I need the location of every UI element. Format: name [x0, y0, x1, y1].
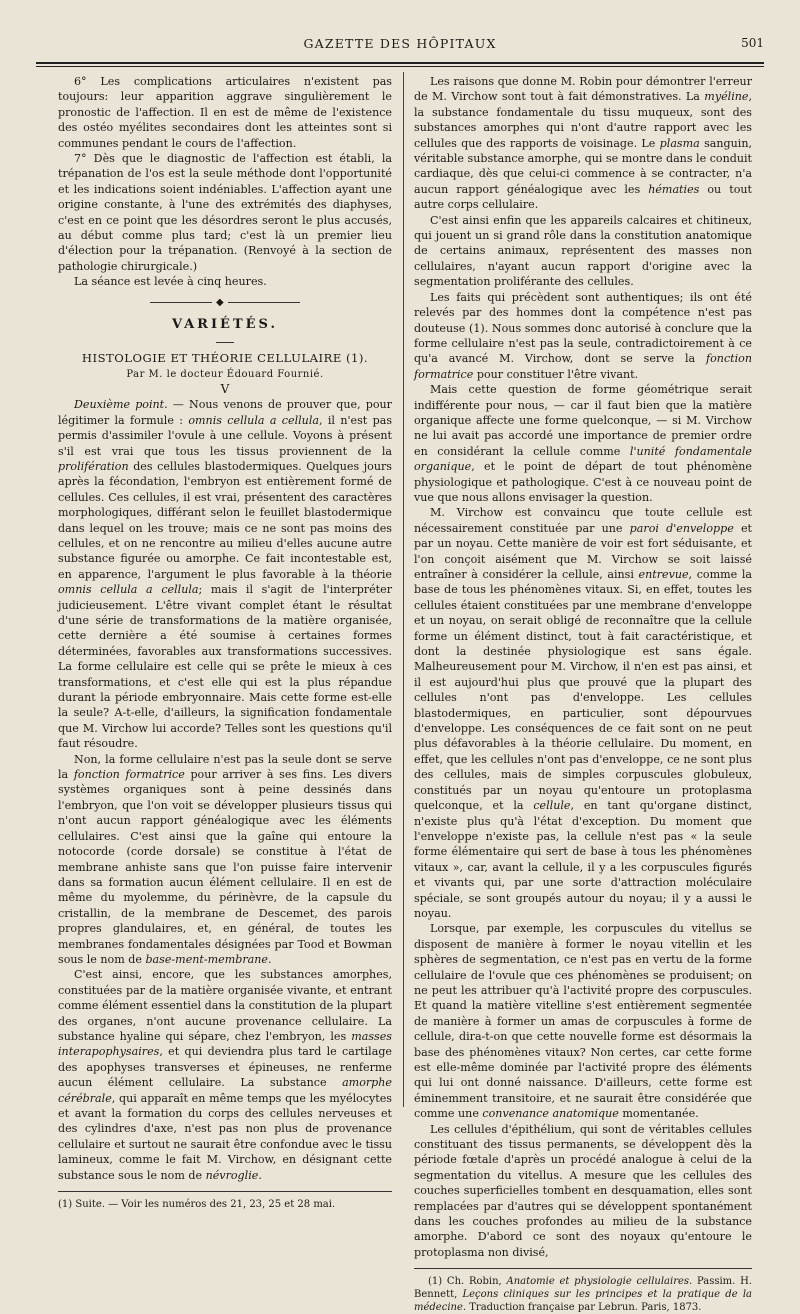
- footnote: [414, 1275, 752, 1314]
- chapter-number: V: [220, 381, 230, 396]
- italic-text: fonction formatrice: [414, 352, 752, 381]
- text-run: , et le point de départ de tout phénomène physiologique et pathologique. C'est à ce nouveau point de vue que nous allons envisager la question.: [414, 460, 752, 504]
- italic-text: névroglie: [205, 1168, 259, 1182]
- column-separator: [403, 72, 404, 1107]
- italic-text: plasma: [659, 136, 700, 150]
- footnote: (1) Suite. — Voir les numéros des 21, 23, 25 et 28 mai.: [58, 1199, 336, 1211]
- text-run: (1) Ch. Robin,: [428, 1276, 507, 1288]
- paragraph: [58, 967, 392, 1183]
- header-rule: [36, 62, 764, 64]
- text-run: — Nous venons de prouver que, pour légitimer la formule :: [58, 398, 392, 427]
- paragraph: 7° Dès que le diagnostic de l'affection est établi, la trépanation de l'os est la seule méthode dont l'opportunité et les indications soient indéniables. L'affection ayant une origine constante, à l'une des extrémités des diaphyses, c'est en ce point que les désordres seront le plus accusés, au début comme plus tard; c'est là un premier lieu d'élection pour la trépanation. (Renvoyé à la section de pathologie chirurgicale.): [58, 152, 392, 273]
- paragraph: La séance est levée à cinq heures.: [74, 275, 267, 289]
- text-run: , comme la base de tous les phénomènes vitaux. Si, en effet, toutes les cellules étaient constituées par une membrane d'enveloppe et un noyau, on serait obligé de reconnaître que la cellule forme un élément distinct, tout à fait caractéristique, et dont la destinée physiologique est sans égale. Malheureusement pour M. Virchow, il n'en est pas ainsi, et il est aujourd'hui plus que prouvé que la plupart des cellules n'ont pas d'enveloppe. Les cellules blastodermiques, en particulier, sont dépourvues d'enveloppe. Les conséquences de ce fait sont on ne peut plus défavorables à la théorie cellulaire. Du moment, en effet, que les cellules n'ont pas d'enveloppe, ce ne sont plus des cellules, mais de simples corpuscules globuleux, constitués par un noyau qu'entoure un protoplasma quelconque, et la: [414, 568, 752, 813]
- text-run: Lorsque, par exemple, les corpuscules du vitellus se disposent de manière à former le noyau vitellin et les sphères de segmentation, ce n'est pas en vertu de la forme cellulaire de l'ovule que ces phénomènes se produisent; on ne peut les attribuer qu'à l'activité propre des corpuscules. Et quand la matière vitelline s'est entièrement segmentée de manière à former un amas de corpuscules à forme de cellule, dira-t-on que cette nouvelle forme est désormais la base des phénomènes vitaux? Non certes, car cette forme est elle-même dominée par l'activité propre des éléments qui lui ont donné naissance. D'ailleurs, cette forme est éminemment transitoire, et ne saurait être considérée que comme une: [414, 922, 752, 1121]
- italic-text: l'unité fondamentale organique: [414, 444, 752, 474]
- text-run: ou tout autre corps cellulaire.: [414, 182, 752, 212]
- text-run: pour constituer l'être vivant.: [473, 367, 639, 381]
- text-run: , en tant qu'organe distinct, n'existe plus qu'à l'état d'exception. Du moment que l'enveloppe n'existe pas, la cellule n'est pas « la seule forme élémentaire qui sert de base à tous les phénomènes vitaux », car, avant la cellule, il y a les corpuscules figurés et vivants qui, par une sorte d'attraction moléculaire spéciale, se sont groupés autour du noyau; il y a aussi le noyau.: [414, 799, 753, 920]
- text-run: et par un noyau. Cette manière de voir est fort séduisante, et l'on conçoit aisément que M. Virchow se soit laissé entraîner à considérer la cellule, ainsi: [414, 521, 753, 581]
- ornamental-divider: [150, 302, 300, 303]
- italic-text: prolifération: [58, 459, 129, 473]
- text-run: , et qui deviendra plus tard le cartilage des apophyses transverses et épineuses, ne renferme aucun élément cellulaire. La substance: [58, 1045, 392, 1090]
- footnote-divider: [58, 1191, 392, 1192]
- paragraph: [414, 921, 752, 1121]
- article-author: Par M. le docteur Édouard Fournié.: [126, 368, 324, 380]
- text-run: .: [258, 1168, 262, 1182]
- right-column: [414, 74, 752, 1314]
- text-run: pour arriver à ses fins. Les divers systèmes organiques sont à peine dessinés dans l'embryon, que l'on voit se développer plusieurs tissus qui n'ont aucun rapport généalogique avec les éléments cellulaires. C'est ainsi que la gaîne qui entoure la notocorde (corde dorsale) se constitue à l'état de membrane anhiste sans que l'on puisse faire intervenir dans sa formation aucun élément cellulaire. Il en est de même du myolemme, du périnèvre, de la capsule du cristallin, de la membrane de Descemet, des parois propres glandulaires, et, en général, de toutes les membranes fondamentales désignées par Tood et Bowman sous le nom de: [58, 768, 392, 966]
- text-run: , il n'est pas permis d'assimiler l'ovule à une cellule. Voyons à présent s'il est vrai que tous les tissus proviennent de la: [58, 413, 393, 458]
- text-run: Mais cette question de forme géométrique serait indifférente pour nous, — car il faut bien que la matière organique affecte une forme quelconque, — si M. Virchow ne lui avait pas accordé une importance de premier ordre en considérant la cellule comme: [414, 383, 752, 458]
- italic-text: masses interapophysaires: [58, 1029, 392, 1059]
- header-rule-thin: [36, 66, 764, 67]
- text-run: Les raisons que donne M. Robin pour démontrer l'erreur de M. Virchow sont tout à fait démonstratives. La: [414, 75, 752, 104]
- article-title: HISTOLOGIE ET THÉORIE CELLULAIRE (1).: [81, 351, 369, 366]
- text-run: ; mais il s'agit de l'interpréter judicieusement. L'être vivant complet étant le résultat d'une série de transformations de la matière organisée, cette dernière a été soumise à certaines formes déterminées, favorables aux transformations successives. La forme cellulaire est celle qui se prête le mieux à ces transformations, et c'est elle qui est la plus répandue durant la période embryonnaire. Mais cette forme est-elle la seule? A-t-elle, d'ailleurs, la signification fondamentale que M. Virchow lui accorde? Telles sont les questions qu'il faut résoudre.: [58, 583, 393, 751]
- italic-text: omnis cellula a cellula: [58, 583, 199, 597]
- italic-text: amorphe cérébrale: [58, 1076, 392, 1105]
- text-run: M. Virchow est convaincu que toute cellule est nécessairement constituée par une: [414, 506, 752, 535]
- paragraph: [414, 74, 752, 213]
- paragraph: [58, 397, 392, 751]
- section-title: VARIÉTÉS.: [172, 316, 278, 332]
- text-run: sanguin, véritable substance amorphe, qui se montre dans le conduit cardiaque, dès que celui-ci commence à se contracter, n'a aucun rapport généalogique avec les: [414, 136, 752, 196]
- page-header: [36, 34, 764, 56]
- italic-text: entrevue: [638, 568, 689, 581]
- paragraph: Les cellules d'épithélium, qui sont de véritables cellules constituant des tissus permanents, se développent dès la période fœtale d'après un procédé analogue à celui de la segmentation du vitellus. A mesure que les cellules des couches superficielles tombent en desquamation, elles sont remplacées par d'autres qui se développent spontanément dans les couches profondes au milieu de la substance amorphe. D'abord ce sont des noyaux qu'entoure le protoplasma non divisé,: [414, 1122, 752, 1259]
- text-run: , qui apparaît en même temps que les myélocytes et avant la formation du corps des cellules nerveuses et des cylindres d'axe, n'est pas non plus de provenance cellulaire et surtout ne saurait être confondue avec le tissu lamineux, comme le fait M. Virchow, en désignant cette substance sous le nom de: [58, 1091, 392, 1182]
- text-run: momentanée.: [618, 1107, 699, 1121]
- page-number: 501: [741, 36, 764, 50]
- footnote-divider: [414, 1268, 752, 1269]
- italic-text: cellule: [533, 799, 571, 813]
- text-run: . Traduction française par Lebrun. Paris, 1873.: [462, 1302, 702, 1314]
- text-run: Non, la forme cellulaire n'est pas la seule dont se serve la: [58, 752, 392, 782]
- text-run: C'est ainsi, encore, que les substances amorphes, constituées par de la matière organisée vivante, et entrant comme élément essentiel dans la constitution de la plupart des organes, n'ont aucune provenance cellulaire. La substance hyaline qui sépare, chez l'embryon, les: [58, 968, 392, 1043]
- paragraph: 6° Les complications articulaires n'existent pas toujours: leur apparition aggrave singulièrement le pronostic de l'affection. Il en est de même de l'existence des ostéo myélites secondaires dont les atteintes sont si communes pendant le cours de l'affection.: [58, 75, 392, 150]
- text-run: .: [267, 952, 272, 966]
- italic-text: myéline: [704, 90, 749, 104]
- short-divider: [216, 342, 234, 343]
- italic-text: convenance anatomique: [482, 1107, 619, 1121]
- text-run: des cellules blastodermiques. Quelques jours après la fécondation, l'embryon est entièrement formé de cellules. Ces cellules, il est vrai, présentent des caractères morphologiques, différant selon le feuillet blastodermique dans lequel on les trouve; mais ce ne sont pas moins des cellules, et on ne rencontre au milieu d'elles aucune autre substance figurée ou amorphe. Ce fait incontestable est, en apparence, l'argument le plus favorable à la théorie: [58, 459, 392, 581]
- italic-text: fonction formatrice: [73, 768, 185, 782]
- italic-text: Leçons cliniques sur les principes et la pratique de la médecine: [414, 1289, 752, 1314]
- paragraph: [414, 290, 752, 382]
- text-run: Les faits qui précèdent sont authentiques; ils ont été relevés par des hommes dont la compétence n'est pas douteuse (1). Nous sommes donc autorisé à conclure que la forme cellulaire n'est pas la seule, contradictoirement à ce qu'a avancé M. Virchow, dont se serve la: [414, 290, 752, 366]
- journal-title: GAZETTE DES HÔPITAUX: [303, 36, 497, 51]
- italic-text: Anatomie et physiologie cellulaires: [506, 1276, 690, 1288]
- text-run: , la substance fondamentale du tissu muqueux, sont des substances amorphes qui n'ont d'autre rapport avec les cellules que des rapports de voisinage. Le: [414, 90, 752, 150]
- italic-text: hématies: [648, 182, 700, 196]
- paragraph: [414, 505, 752, 921]
- left-column: [58, 74, 392, 1211]
- paragraph: [58, 752, 392, 968]
- italic-text: paroi d'enveloppe: [629, 521, 734, 535]
- italic-text: base-ment-membrane: [145, 952, 268, 966]
- paragraph: C'est ainsi enfin que les appareils calcaires et chitineux, qui jouent un si grand rôle dans la constitution anatomique de certains animaux, représentent des masses non cellulaires, n'ayant aucun rapport d'origine avec la segmentation proliférante des cellules.: [414, 213, 752, 289]
- paragraph: [414, 382, 752, 505]
- italic-text: Deuxième point.: [74, 398, 168, 412]
- text-run: . Passim. H. Bennett,: [414, 1276, 752, 1301]
- italic-text: omnis cellula a cellula: [188, 413, 319, 427]
